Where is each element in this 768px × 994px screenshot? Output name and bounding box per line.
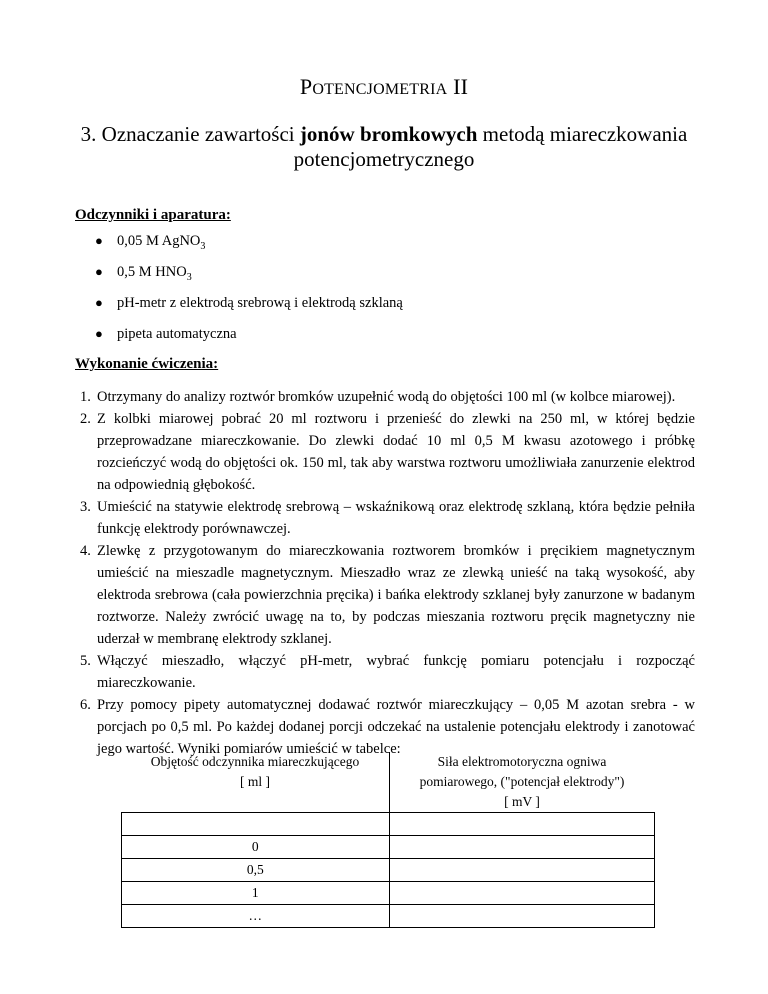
emf-cell <box>389 813 655 836</box>
document-title: POTENCJOMETRIA II <box>299 74 469 99</box>
table-row <box>122 905 655 928</box>
procedure-step: 3. Umieścić na statywie elektrodę srebrową – wskaźnikową oraz elektrodę szklaną, która będzie pełniła funkcję elektrody porównawczej. <box>80 499 695 537</box>
procedure-step: 2. Z kolbki miarowej pobrać 20 ml roztworu i przenieść do zlewki na 250 ml, w której będzie przeprowadzane miareczkowanie. Do zlewki dodać 10 ml 0,5 M kwasu azotowego i próbkę rozcieńczyć wodą do objętości ok. 150 ml, tak aby warstwa roztworu umożliwiała zanurzenie elektrod na odpowiednią głębokość. <box>80 411 695 493</box>
volume-cell <box>122 813 390 836</box>
emf-cell <box>389 836 655 859</box>
procedure-step: 6. Przy pomocy pipety automatycznej dodawać roztwór miareczkujący – 0,05 M azotan srebra - w porcjach po 0,5 ml. Po każdej dodanej porcji odczekać na ustalenie potencjału elektrody i zanotować jego wartość. Wyniki pomiarów umieścić w tabelce: <box>80 697 695 757</box>
reagent-item: ● 0,05 M AgNO$_3$ <box>95 230 403 261</box>
reagents-heading: Odczynniki i aparatura: <box>75 207 231 223</box>
volume-cell: 1 <box>122 882 390 905</box>
reagent-item: ● pipeta automatyczna <box>95 323 403 354</box>
bullet-icon: ● <box>95 326 103 341</box>
exercise-title: 3. Oznaczanie zawartości jonów bromkowych metodą miareczkowania potencjometrycznego <box>80 122 688 171</box>
emf-cell <box>389 882 655 905</box>
bullet-icon: ● <box>95 295 103 310</box>
volume-cell: … <box>122 905 390 928</box>
reagents-list <box>95 230 403 354</box>
procedure-step: 5. Włączyć mieszadło, włączyć pH-metr, wybrać funkcję pomiaru potencjału i rozpocząć miareczkowanie. <box>80 653 695 691</box>
table-row <box>122 859 655 882</box>
results-table <box>121 752 655 928</box>
bullet-icon: ● <box>95 264 103 279</box>
procedure-heading: Wykonanie ćwiczenia: <box>75 356 219 372</box>
reagent-item: ● pH-metr z elektrodą srebrową i elektrodą szklaną <box>95 292 403 323</box>
table-row <box>122 836 655 859</box>
emf-header: Siła elektromotoryczna ogniwa pomiarowego, ("potencjał elektrody") [ mV ] <box>389 752 655 813</box>
bullet-icon: ● <box>95 233 103 248</box>
table-header-row <box>122 752 655 813</box>
procedure-step: 4. Zlewkę z przygotowanym do miareczkowania roztworem bromków i pręcikiem magnetycznym umieścić na mieszadle magnetycznym. Mieszadło wraz ze zlewką unieść na taką wysokość, aby elektroda srebrowa (cała powierzchnia pręcika) i bańka elektrody szklanej były zanurzone w badanym roztworze. Należy zwrócić uwagę na to, by podczas mieszania roztworu pręcik magnetyczny nie uderzał w membranę elektrody szklanej. <box>80 543 695 647</box>
emf-cell <box>389 859 655 882</box>
volume-header: Objętość odczynnika miareczkującego [ ml ] <box>122 752 390 813</box>
volume-cell: 0 <box>122 836 390 859</box>
table-row <box>122 882 655 905</box>
reagent-item: ● 0,5 M $HNO_3$ <box>95 261 403 292</box>
table-row <box>122 813 655 836</box>
emf-cell <box>389 905 655 928</box>
volume-cell: 0,5 <box>122 859 390 882</box>
procedure-step: 1. Otrzymany do analizy roztwór bromków uzupełnić wodą do objętości 100 ml (w kolbce miarowej). <box>80 389 676 405</box>
procedure-steps <box>75 386 695 760</box>
